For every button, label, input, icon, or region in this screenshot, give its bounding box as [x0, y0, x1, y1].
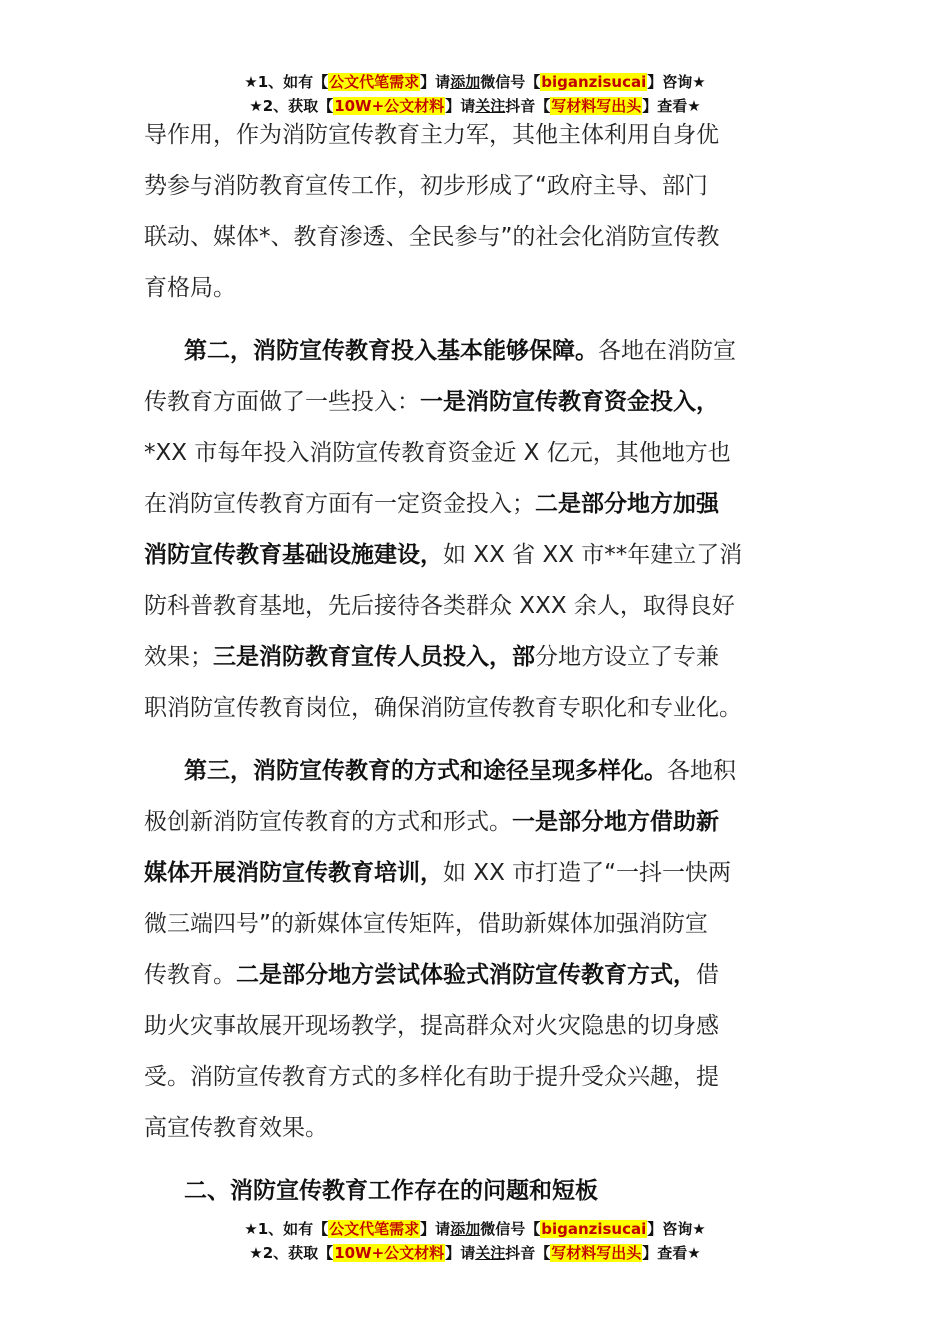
- highlight-text: 公文代笔需求: [329, 73, 420, 91]
- text-line: 导作用，作为消防宣传教育主力军，其他主体利用自身优: [144, 122, 719, 148]
- banner-text: 抖音【: [505, 97, 551, 115]
- banner-text: ★1、如有【: [244, 73, 329, 91]
- banner-line-2: [0, 1241, 950, 1265]
- banner-text: ★2、获取【: [249, 97, 334, 115]
- bold-run: 一是消防宣传教育资金投入，: [420, 389, 719, 415]
- text-run: 如 XX 省 XX 市**年建立了消: [443, 542, 743, 568]
- bold-run: 二是部分地方尝试体验式消防宣传教育方式，: [236, 962, 696, 988]
- banner-text: 】查看★: [642, 1244, 701, 1262]
- footer-banner: [0, 1217, 950, 1265]
- text-line: [144, 377, 816, 428]
- paragraph-2: [144, 326, 816, 734]
- section-title: 二、消防宣传教育工作存在的问题和短板: [184, 1178, 598, 1204]
- text-line: 助火灾事故展开现场教学，提高群众对火灾隐患的切身感: [144, 1013, 719, 1039]
- text-line: 联动、媒体*、教育渗透、全民参与”的社会化消防宣传教: [144, 224, 720, 250]
- banner-text: 】查看★: [642, 97, 701, 115]
- text-run: 分地方设立了专兼: [535, 644, 719, 670]
- text-line: [144, 530, 816, 581]
- section-heading: 第三，消防宣传教育的方式和途径呈现多样化。: [184, 758, 667, 784]
- text-line: [144, 797, 816, 848]
- bold-run: 消防宣传教育基础设施建设，: [144, 542, 443, 568]
- text-run: 极创新消防宣传教育的方式和形式。: [144, 809, 512, 835]
- highlight-text: 10W+公文材料: [334, 97, 445, 115]
- banner-text: 】请: [445, 1244, 476, 1262]
- document-body: [144, 110, 816, 1217]
- text-run: 传教育方面做了一些投入：: [144, 389, 420, 415]
- highlight-text: 公文代笔需求: [329, 1220, 420, 1238]
- text-line: *XX 市每年投入消防宣传教育资金近 X 亿元，其他地方也: [144, 440, 731, 466]
- banner-text: 微信号【: [480, 73, 541, 91]
- paragraph-3: [144, 746, 816, 1154]
- text-run: 各地积: [667, 758, 736, 784]
- text-line: [144, 848, 816, 899]
- text-run: 效果；: [144, 644, 213, 670]
- banner-text: 微信号【: [480, 1220, 541, 1238]
- underlined-text: 关注: [475, 97, 506, 115]
- banner-text: 】咨询★: [647, 73, 706, 91]
- paragraph-1: [144, 110, 816, 314]
- text-line: 防科普教育基地，先后接待各类群众 XXX 余人，取得良好: [144, 593, 735, 619]
- banner-text: 抖音【: [505, 1244, 551, 1262]
- banner-text: ★1、如有【: [244, 1220, 329, 1238]
- text-line: 受。消防宣传教育方式的多样化有助于提升受众兴趣，提: [144, 1064, 719, 1090]
- text-run: 在消防宣传教育方面有一定资金投入；: [144, 491, 535, 517]
- banner-text: 】咨询★: [647, 1220, 706, 1238]
- bold-run: 一是部分地方借助新: [512, 809, 719, 835]
- text-line: [144, 326, 816, 377]
- wechat-id: biganzisucai: [541, 73, 647, 91]
- banner-line-1: [0, 70, 950, 94]
- text-line: 高宣传教育效果。: [144, 1115, 328, 1141]
- underlined-text: 添加: [450, 1220, 481, 1238]
- section-heading: 第二，消防宣传教育投入基本能够保障。: [184, 338, 598, 364]
- douyin-id: 写材料写出头: [551, 97, 642, 115]
- underlined-text: 关注: [475, 1244, 506, 1262]
- banner-line-1: [0, 1217, 950, 1241]
- text-line: 势参与消防教育宣传工作，初步形成了“政府主导、部门: [144, 173, 708, 199]
- bold-run: 媒体开展消防宣传教育培训，: [144, 860, 443, 886]
- text-line: 职消防宣传教育岗位，确保消防宣传教育专职化和专业化。: [144, 695, 742, 721]
- banner-text: 】请: [420, 73, 451, 91]
- banner-text: 】请: [420, 1220, 451, 1238]
- banner-text: ★2、获取【: [249, 1244, 334, 1262]
- text-line: 微三端四号”的新媒体宣传矩阵，借助新媒体加强消防宣: [144, 911, 708, 937]
- text-line: [144, 746, 816, 797]
- underlined-text: 添加: [450, 73, 481, 91]
- text-line: 育格局。: [144, 275, 236, 301]
- text-run: 各地在消防宣: [598, 338, 736, 364]
- text-line: [144, 950, 816, 1001]
- text-line: [144, 632, 816, 683]
- text-run: 如 XX 市打造了“一抖一快两: [443, 860, 732, 886]
- highlight-text: 10W+公文材料: [334, 1244, 445, 1262]
- wechat-id: biganzisucai: [541, 1220, 647, 1238]
- douyin-id: 写材料写出头: [551, 1244, 642, 1262]
- bold-run: 三是消防教育宣传人员投入，部: [213, 644, 535, 670]
- text-run: 传教育。: [144, 962, 236, 988]
- banner-text: 】请: [445, 97, 476, 115]
- text-run: 借: [696, 962, 719, 988]
- bold-run: 二是部分地方加强: [535, 491, 719, 517]
- text-line: [144, 479, 816, 530]
